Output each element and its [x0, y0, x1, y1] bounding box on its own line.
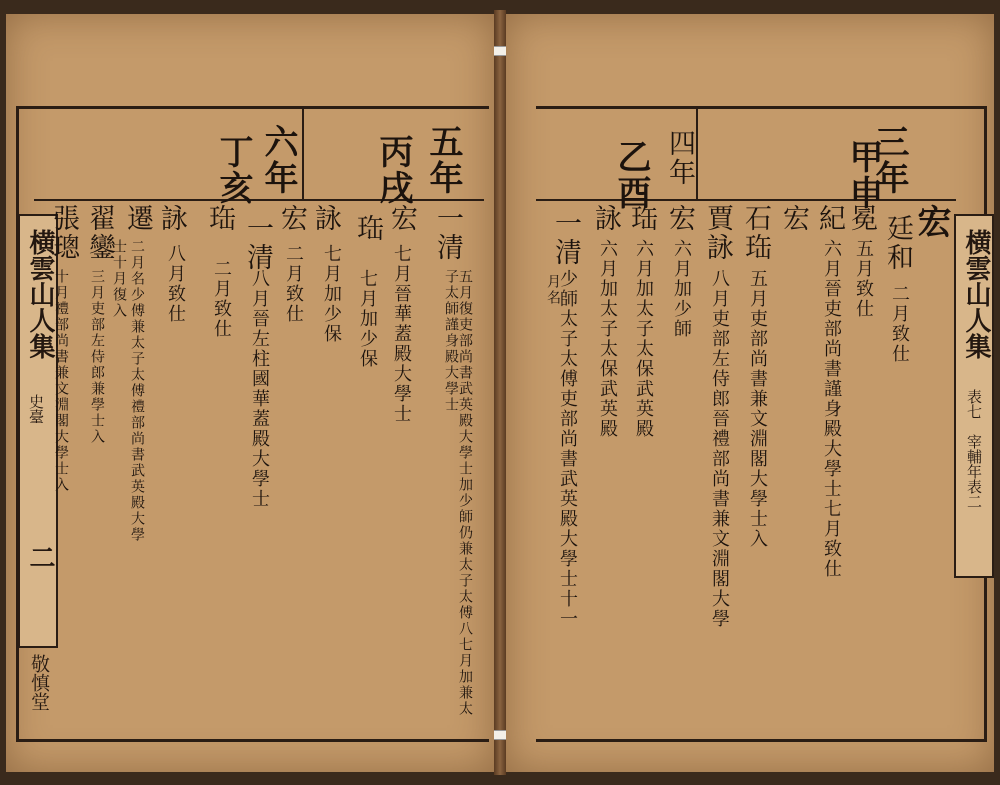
page-number: 二 [25, 544, 55, 570]
entry-head: 遷 [122, 204, 153, 233]
entry-head: 宏 [664, 204, 695, 233]
entry-head: 詠 [156, 204, 187, 233]
entry-text: 五月致仕 [853, 239, 874, 319]
ganzhi-5: 丙戌 [373, 134, 413, 206]
side-mark: 宏 [911, 204, 951, 240]
entry-text: 三月吏部左侍郎兼學士入 [89, 269, 105, 445]
publisher-mark: 敬慎堂 [28, 654, 50, 711]
entry-head: 珤 [204, 204, 235, 233]
entry-head: 宏 [276, 204, 307, 233]
entry-text: 二月致仕 [211, 259, 232, 339]
right-page [506, 14, 994, 772]
entry-text: 少師太子太傅吏部尚書武英殿大學士十一 [557, 269, 578, 629]
entry-head: 石珤 [740, 204, 771, 262]
right-margin-volume: 表七 [965, 389, 983, 419]
entry-text: 六月加少師 [671, 239, 692, 339]
entry-head: 一清 [432, 204, 463, 262]
entry-head: 珤 [352, 214, 383, 243]
entry-text: 二月致仕 [283, 244, 304, 324]
entry-text: 八月晉左柱國華蓋殿大學士 [249, 269, 270, 509]
year-divider [302, 109, 304, 201]
entry-text: 士十月復入 [111, 239, 127, 319]
entry-head: 宏 [778, 204, 809, 233]
left-page [6, 14, 494, 772]
entry-text: 五月吏部尚書兼文淵閣大學士入 [747, 269, 768, 549]
right-margin-section: 宰輔年表二 [965, 434, 983, 509]
entry-head: 賈詠 [702, 204, 733, 262]
ganzhi-4: 乙酉 [611, 139, 651, 211]
entry-head: 張璁 [48, 204, 79, 262]
entry-head: 一清 [242, 214, 273, 272]
entry-head: 廷和 [882, 214, 913, 272]
entry-head: 詠 [310, 204, 341, 233]
entry-text: 八月吏部左侍郎晉禮部尚書兼文淵閣大學 [709, 269, 730, 629]
year-3: 三年 [869, 124, 909, 196]
ganzhi-3: 甲申 [843, 139, 883, 211]
entry-head: 翟鑾 [84, 204, 115, 262]
header-rule [536, 199, 956, 201]
left-margin-title: 横雲山人集 [25, 229, 55, 359]
entry-text: 二月致仕 [889, 284, 910, 364]
entry-note: 月名 [545, 274, 561, 306]
entry-text: 六月加太子太保武英殿 [597, 239, 618, 439]
entry-text: 八月致仕 [165, 244, 186, 324]
entry-head: 珤 [626, 204, 657, 233]
ganzhi-6: 丁亥 [213, 134, 253, 206]
entry-text: 七月加少保 [357, 269, 378, 369]
entry-text: 十月禮部尚書兼文淵閣大學士入 [53, 269, 69, 493]
entry-head: 宏 [386, 204, 417, 233]
entry-head: 紀 [814, 204, 845, 233]
entry-head: 冕 [846, 204, 877, 233]
entry-text: 七月晉華蓋殿大學士 [391, 244, 412, 424]
entry-text: 六月加太子太保武英殿 [633, 239, 654, 439]
year-divider [696, 109, 698, 201]
book-gutter [494, 10, 506, 775]
entry-text: 六月晉吏部尚書謹身殿大學士七月致仕 [821, 239, 842, 579]
entry-text: 五月復吏部尚書武英殿大學士加少師仍兼太子太傅八七月加兼太子太師謹身殿大學士 [443, 269, 473, 717]
year-5: 五年 [423, 124, 463, 196]
entry-text: 七月加少保 [321, 244, 342, 344]
year-6: 六年 [258, 124, 298, 196]
right-margin-title: 横雲山人集 [961, 229, 991, 359]
entry-text: 二月名少傅兼太子太傅禮部尚書武英殿大學 [129, 239, 145, 543]
entry-head: 詠 [590, 204, 621, 233]
left-margin-volume: 史臺 [27, 394, 45, 424]
header-rule [34, 199, 484, 201]
year-4: 四年 [664, 129, 695, 187]
entry-head: 一清 [550, 209, 581, 267]
